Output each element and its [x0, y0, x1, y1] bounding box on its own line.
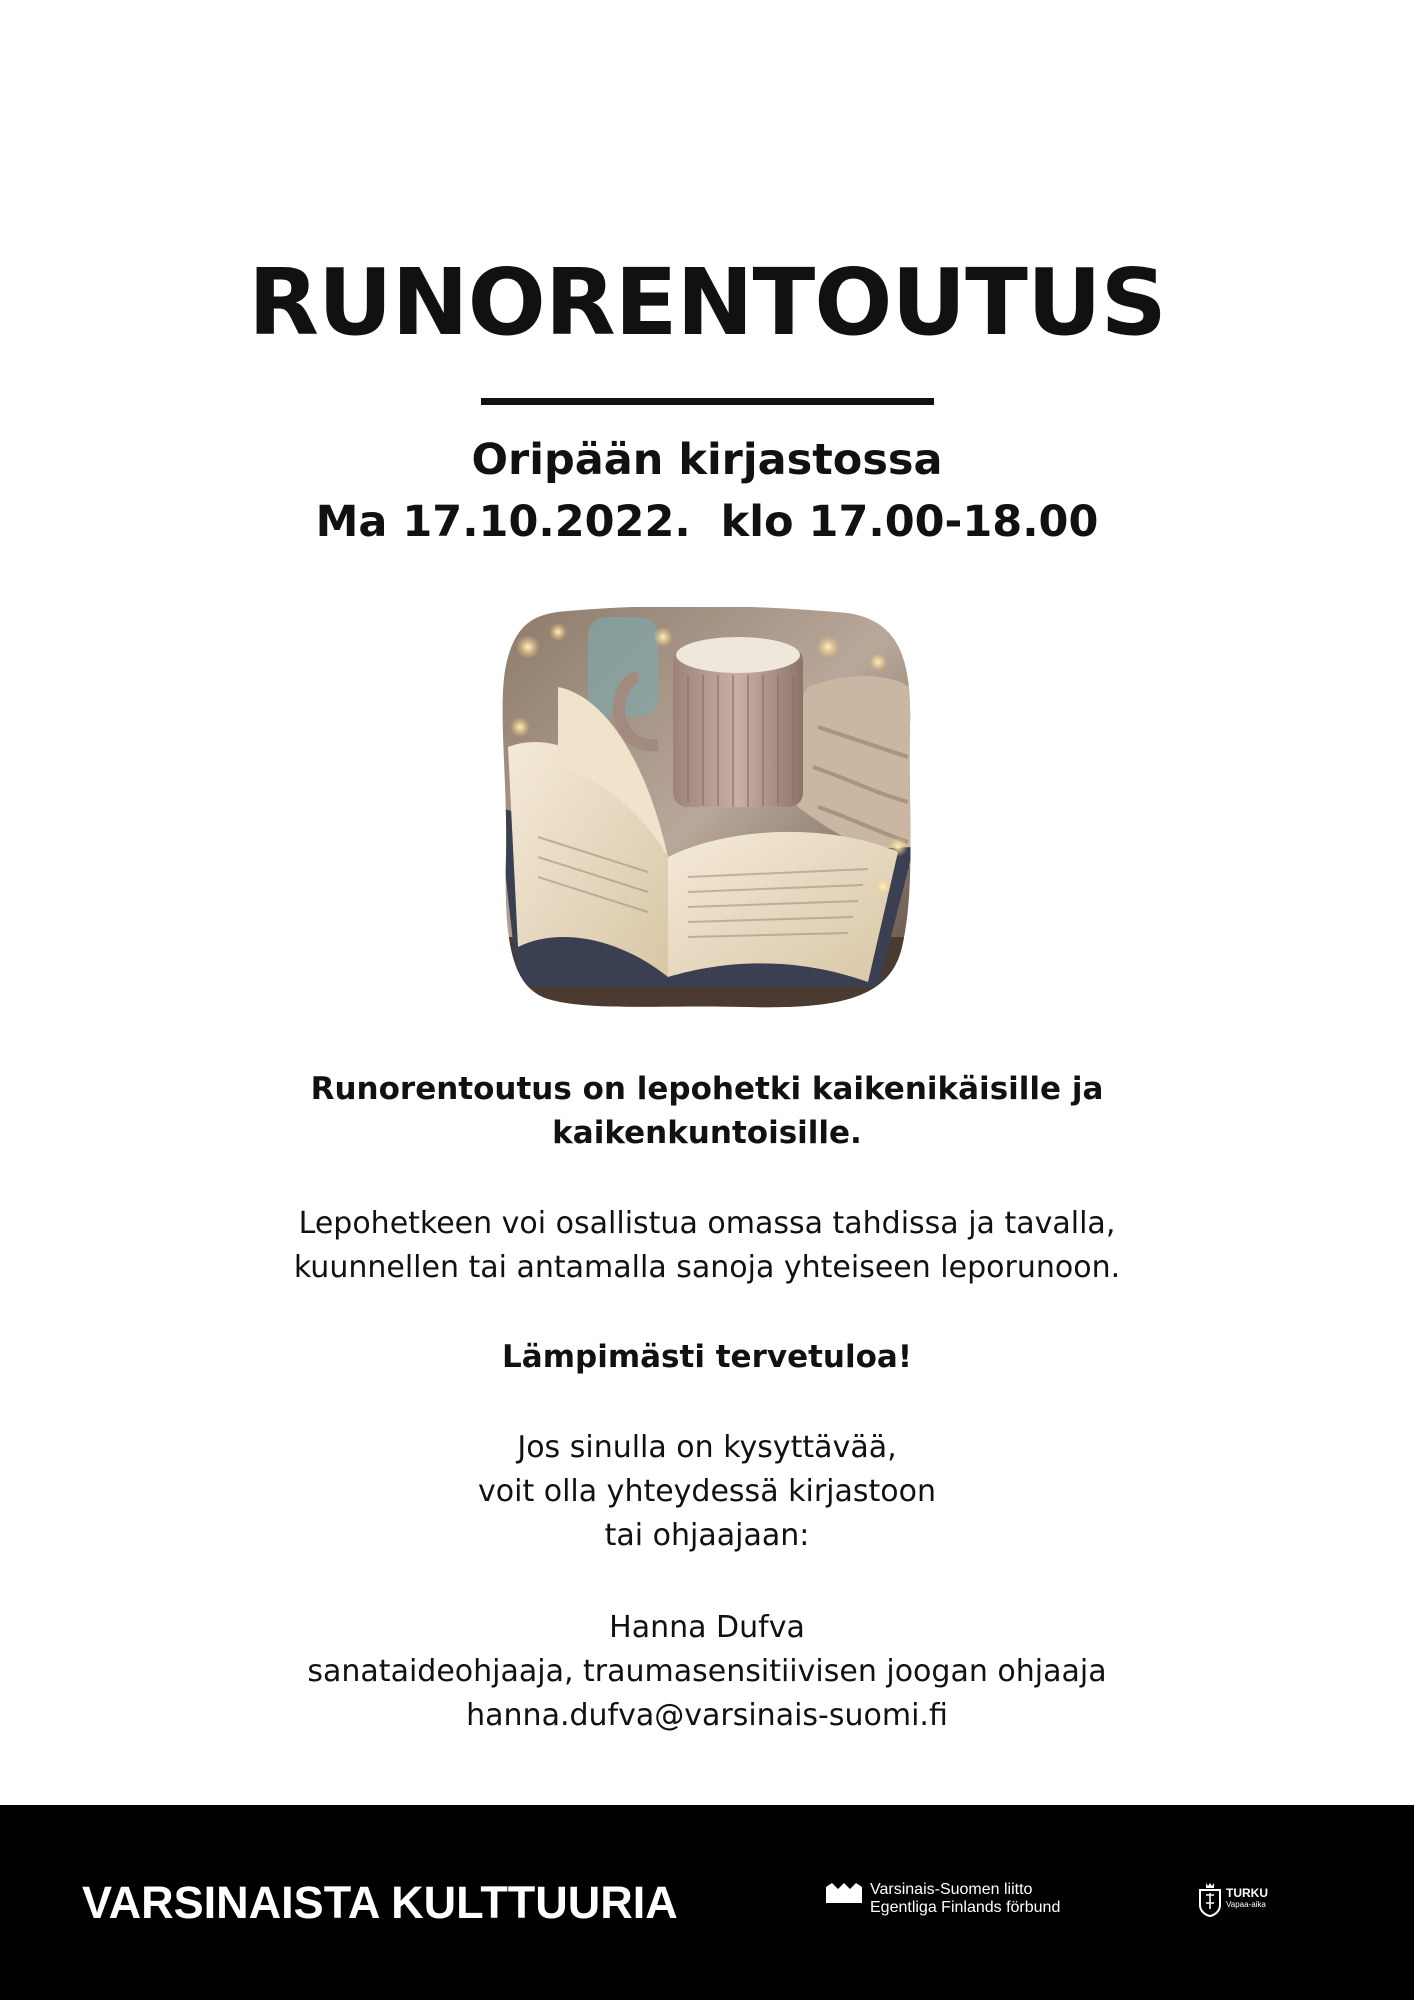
- lead-line: kaikenkuntoisille.: [552, 1115, 862, 1151]
- lead-line: Runorentoutus on lepohetki kaikenikäisille ja: [310, 1071, 1104, 1107]
- turku-logo-name: TURKU: [1226, 1886, 1268, 1900]
- lead-paragraph: [0, 1067, 1414, 1155]
- turku-logo-text: [1226, 1887, 1268, 1910]
- description-line: Lepohetkeen voi osallistua omassa tahdissa ja tavalla,: [298, 1206, 1116, 1241]
- crown-icon: [826, 1883, 862, 1903]
- welcome-text: Lämpimästi tervetuloa!: [502, 1339, 912, 1375]
- title-divider: [481, 398, 934, 405]
- contact-paragraph: [0, 1426, 1414, 1558]
- vsl-logo-line: Varsinais-Suomen liitto: [870, 1881, 1033, 1898]
- description-paragraph: [0, 1202, 1414, 1290]
- event-venue: Oripään kirjastossa: [471, 435, 943, 485]
- vsl-logo-line: Egentliga Finlands förbund: [870, 1899, 1061, 1916]
- instructor-name: Hanna Dufva: [609, 1610, 805, 1645]
- instructor-role: sanataideohjaaja, traumasensitiivisen joogan ohjaaja: [307, 1654, 1107, 1689]
- book-and-mug-photo: [498, 607, 914, 1011]
- varsinais-suomen-liitto-logo: [826, 1881, 1086, 1921]
- vsl-logo-text: [870, 1881, 1060, 1917]
- footer-slogan: VARSINAISTA KULTTUURIA: [82, 1877, 678, 1928]
- instructor-block: [0, 1606, 1414, 1738]
- contact-line: Jos sinulla on kysyttävää,: [517, 1430, 897, 1465]
- contact-line: tai ohjaajaan:: [604, 1518, 810, 1553]
- turku-logo: [1198, 1881, 1288, 1921]
- poster-title: RUNORENTOUTUS: [248, 249, 1166, 356]
- contact-line: voit olla yhteydessä kirjastoon: [478, 1474, 936, 1509]
- event-datetime: Ma 17.10.2022. klo 17.00-18.00: [315, 497, 1099, 547]
- shield-icon: [1198, 1881, 1222, 1917]
- description-line: kuunnellen tai antamalla sanoja yhteiseen leporunoon.: [293, 1250, 1121, 1285]
- instructor-email[interactable]: hanna.dufva@varsinais-suomi.fi: [466, 1698, 948, 1733]
- turku-logo-sub: Vapaa-aika: [1226, 1900, 1266, 1909]
- footer-band: [0, 1805, 1414, 2000]
